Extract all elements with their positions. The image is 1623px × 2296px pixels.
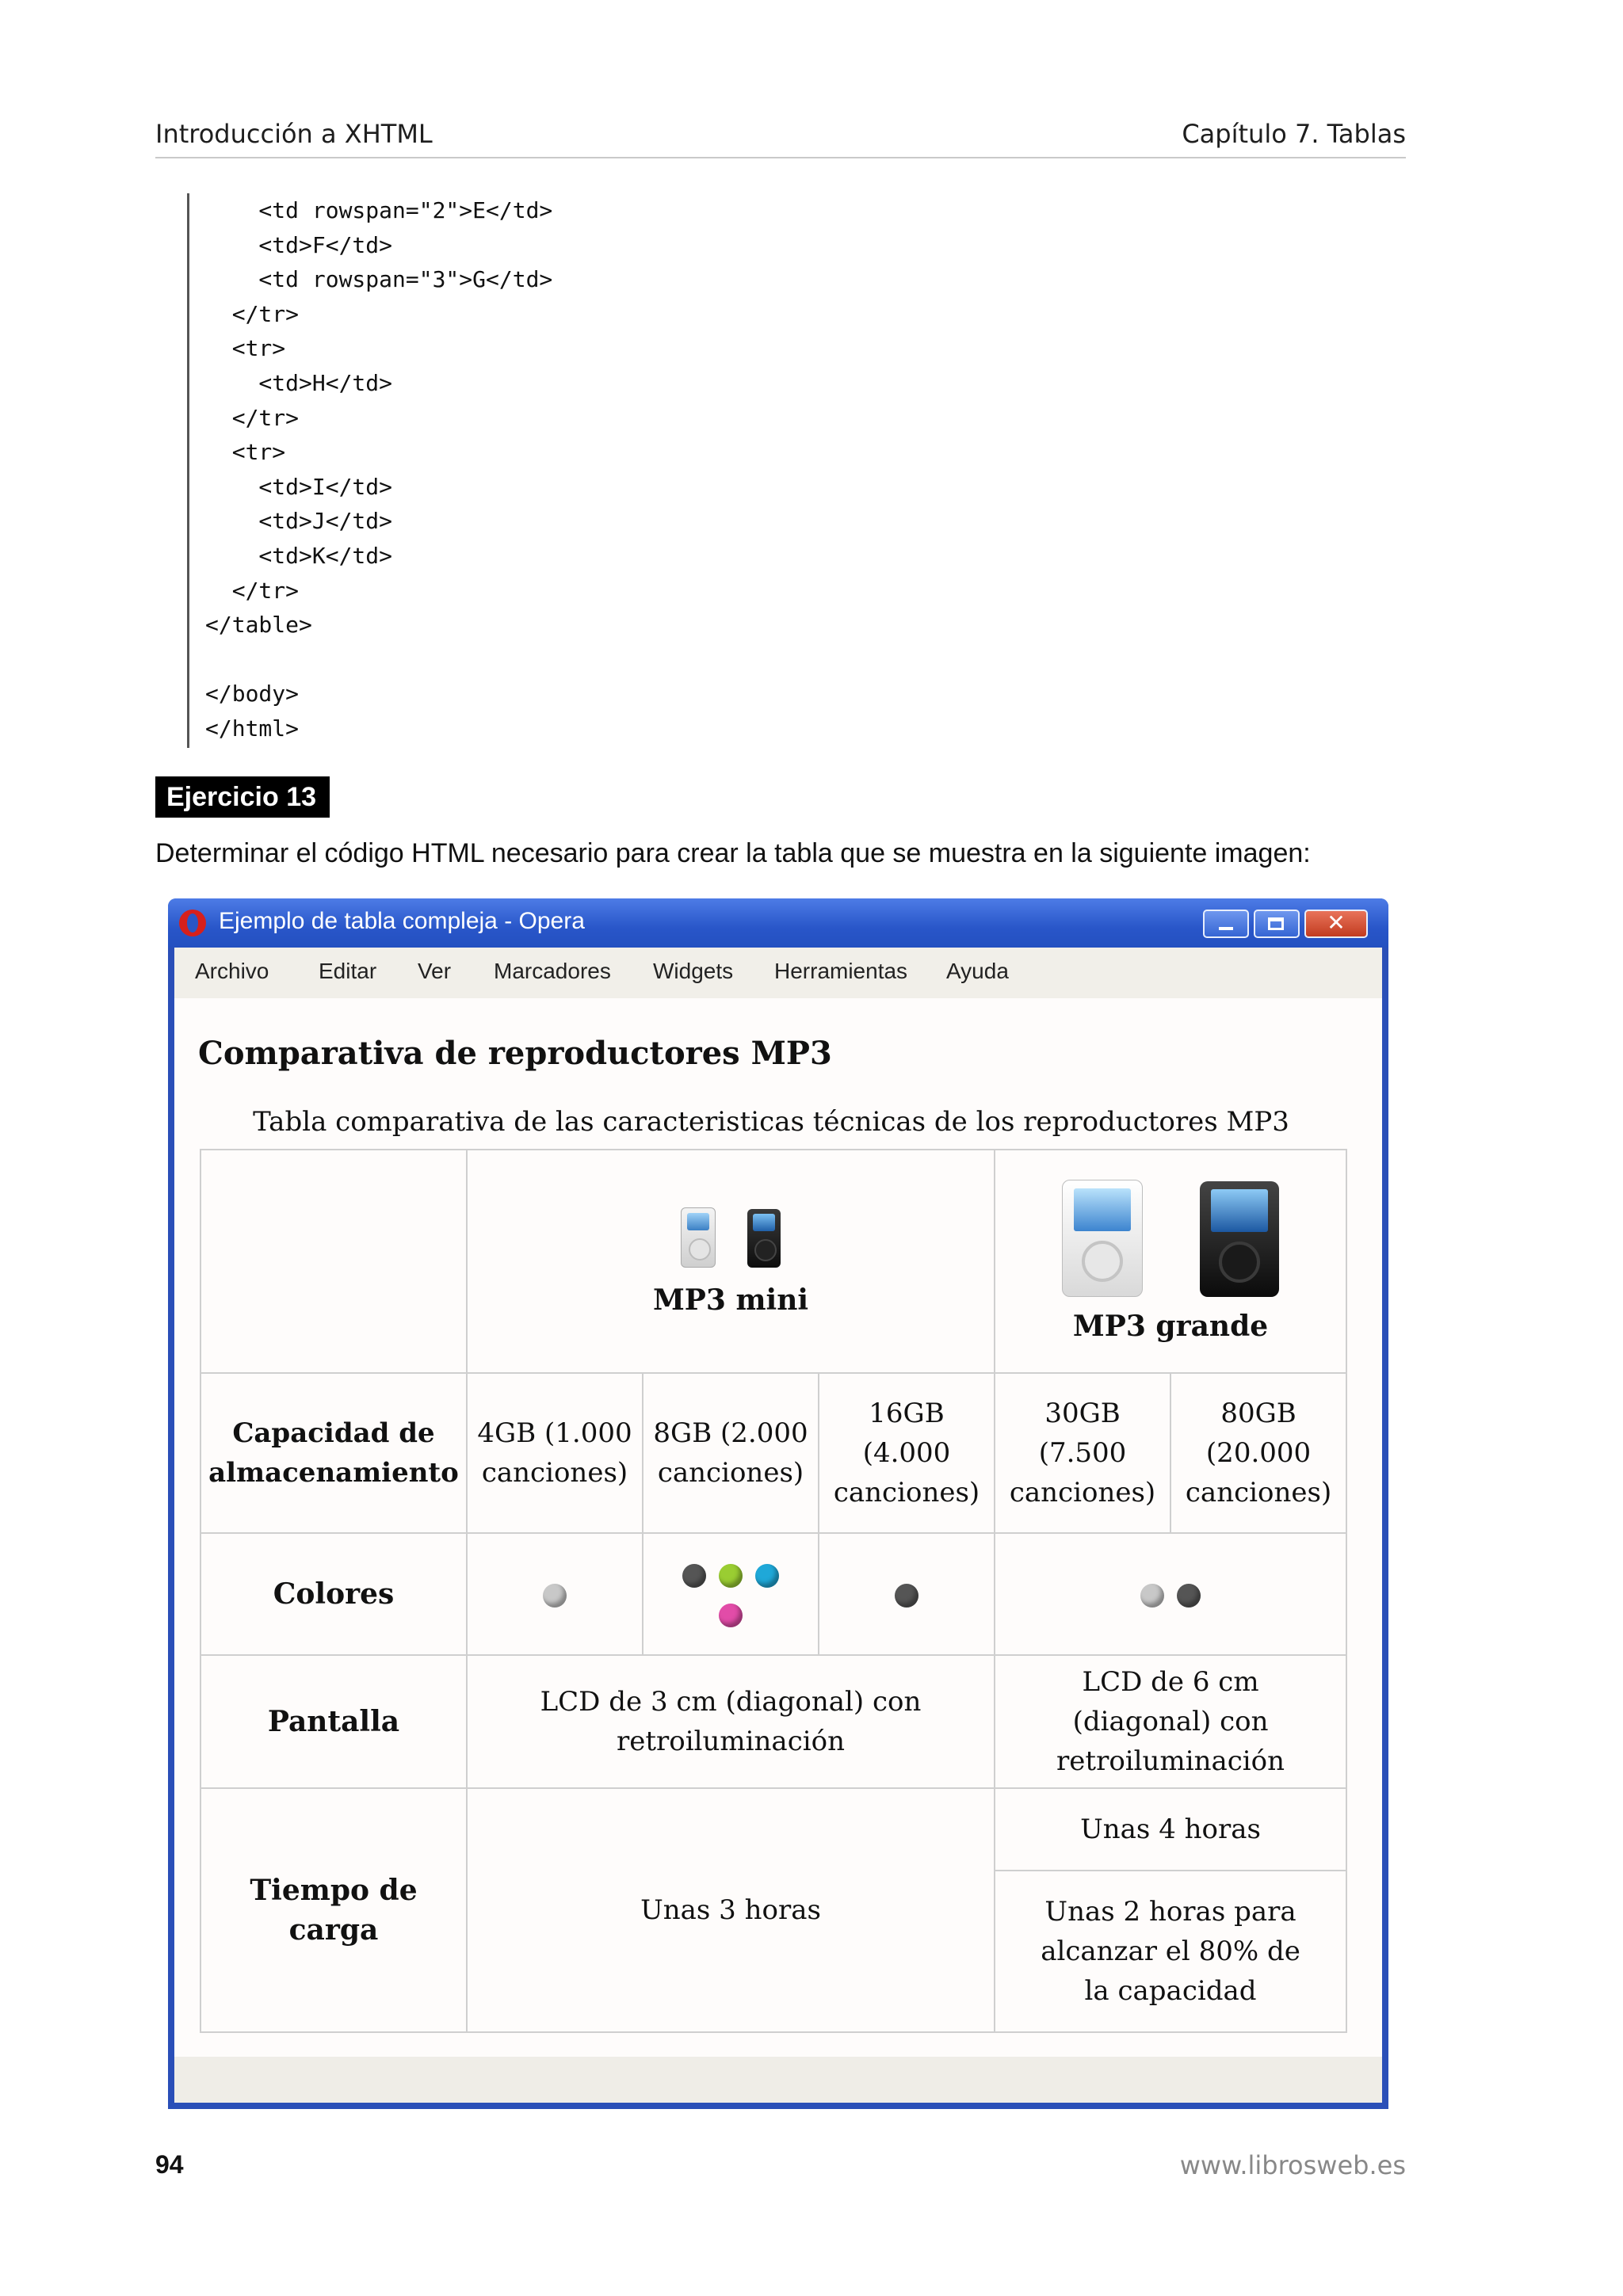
table-caption: Tabla comparativa de las caracteristicas técnicas de los reproductores MP3 bbox=[253, 1106, 1289, 1138]
menu-ayuda[interactable]: Ayuda bbox=[946, 959, 1009, 983]
row-label-colores: Colores bbox=[200, 1533, 467, 1655]
colors-4gb bbox=[467, 1533, 643, 1655]
tiempo-grande-2: Unas 2 horas para alcanzar el 80% de la capacidad bbox=[995, 1871, 1346, 2032]
grande-white-wheel bbox=[1082, 1241, 1123, 1282]
minimize-button[interactable] bbox=[1203, 910, 1249, 938]
capacity-8gb: 8GB (2.000 canciones) bbox=[643, 1373, 819, 1533]
header-mp3-grande bbox=[995, 1150, 1346, 1373]
window-title: Ejemplo de tabla compleja - Opera bbox=[219, 908, 585, 934]
menu-archivo[interactable]: Archivo bbox=[195, 959, 269, 983]
menu-ver[interactable]: Ver bbox=[418, 959, 452, 983]
color-silver-icon bbox=[1140, 1584, 1164, 1608]
pantalla-grande: LCD de 6 cm (diagonal) con retroiluminación bbox=[995, 1655, 1346, 1788]
menu-widgets[interactable]: Widgets bbox=[653, 959, 734, 983]
grande-label: MP3 grande bbox=[1072, 1310, 1269, 1343]
color-silver-icon bbox=[543, 1584, 567, 1608]
row-label-capacidad: Capacidad de almacenamiento bbox=[200, 1373, 467, 1533]
browser-window bbox=[168, 898, 1388, 2109]
menu-marcadores[interactable]: Marcadores bbox=[494, 959, 611, 983]
maximize-button[interactable] bbox=[1254, 910, 1300, 938]
menu-herramientas[interactable]: Herramientas bbox=[774, 959, 908, 983]
grande-black-wheel bbox=[1219, 1241, 1260, 1283]
color-blue-icon bbox=[755, 1564, 779, 1588]
comparison-table bbox=[200, 1149, 1347, 2033]
capacity-16gb: 16GB (4.000 canciones) bbox=[819, 1373, 995, 1533]
colors-8gb bbox=[643, 1533, 819, 1655]
grande-white-screen bbox=[1074, 1188, 1131, 1231]
page-viewport bbox=[174, 998, 1382, 2057]
tiempo-mini: Unas 3 horas bbox=[467, 1788, 995, 2032]
menu-editar[interactable]: Editar bbox=[319, 959, 377, 983]
code-block: <td rowspan="2">E</td> <td>F</td> <td rowspan="3">G</td> </tr> <tr> <td>H</td> </tr> <tr> <td>I</td> <td>J</td> <td>K</td> </tr> </table> </body> </html> bbox=[205, 197, 553, 742]
color-dark-icon bbox=[1177, 1584, 1201, 1608]
pantalla-mini: LCD de 3 cm (diagonal) con retroiluminación bbox=[467, 1655, 995, 1788]
capacity-30gb: 30GB (7.500 canciones) bbox=[995, 1373, 1170, 1533]
table-row bbox=[200, 1655, 1346, 1788]
page-heading: Comparativa de reproductores MP3 bbox=[198, 1035, 832, 1072]
capacity-80gb: 80GB (20.000 canciones) bbox=[1170, 1373, 1346, 1533]
tiempo-grande-1: Unas 4 horas bbox=[995, 1788, 1346, 1871]
page-number: 94 bbox=[155, 2150, 184, 2179]
table-row bbox=[200, 1373, 1346, 1533]
code-listing bbox=[187, 193, 823, 748]
mini-player-black-image bbox=[747, 1209, 781, 1268]
mini-player-silver-image bbox=[681, 1207, 716, 1268]
table-row bbox=[200, 1533, 1346, 1655]
grande-player-black-image bbox=[1200, 1181, 1279, 1297]
header-mp3-mini bbox=[467, 1150, 995, 1373]
header-chapter-title: Capítulo 7. Tablas bbox=[1182, 119, 1406, 149]
table-row bbox=[200, 1150, 1346, 1373]
grande-player-images bbox=[1000, 1177, 1341, 1306]
table-row bbox=[200, 1788, 1346, 1871]
colors-16gb bbox=[819, 1533, 995, 1655]
close-icon: ✕ bbox=[1327, 910, 1346, 936]
color-green-icon bbox=[719, 1564, 743, 1588]
opera-logo-icon bbox=[179, 910, 206, 936]
grande-player-white-image bbox=[1062, 1180, 1143, 1297]
exercise-text: Determinar el código HTML necesario para crear la tabla que se muestra en la siguiente imagen: bbox=[155, 838, 1311, 868]
color-dark-icon bbox=[682, 1564, 706, 1588]
page-header bbox=[155, 119, 1406, 158]
menu-bar bbox=[174, 948, 1382, 998]
status-bar bbox=[174, 2057, 1382, 2103]
mini-silver-screen bbox=[687, 1213, 709, 1230]
header-book-title: Introducción a XHTML bbox=[155, 119, 433, 149]
mini-black-wheel bbox=[754, 1239, 777, 1261]
empty-corner-cell bbox=[200, 1150, 467, 1373]
footer-url: www.librosweb.es bbox=[1179, 2150, 1406, 2180]
row-label-tiempo: Tiempo de carga bbox=[200, 1788, 467, 2032]
mini-silver-wheel bbox=[689, 1238, 711, 1261]
color-pink-icon bbox=[719, 1604, 743, 1627]
row-label-pantalla: Pantalla bbox=[200, 1655, 467, 1788]
mini-label: MP3 mini bbox=[652, 1283, 809, 1317]
grande-black-screen bbox=[1211, 1189, 1268, 1232]
capacity-4gb: 4GB (1.000 canciones) bbox=[467, 1373, 643, 1533]
colors-grande bbox=[995, 1533, 1346, 1655]
title-bar bbox=[168, 898, 1388, 948]
exercise-badge: Ejercicio 13 bbox=[155, 776, 330, 818]
color-dark-icon bbox=[895, 1584, 918, 1608]
mini-player-images bbox=[472, 1203, 989, 1280]
mini-black-screen bbox=[753, 1214, 775, 1231]
close-button[interactable] bbox=[1304, 910, 1368, 938]
